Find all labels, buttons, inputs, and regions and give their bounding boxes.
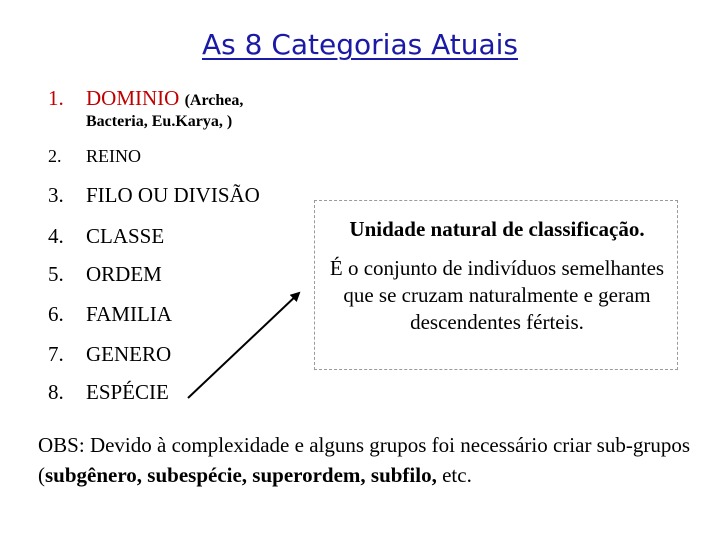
list-label: FAMILIA: [86, 302, 172, 326]
list-number: 7.: [48, 342, 64, 366]
list-number: 8.: [48, 380, 64, 404]
list-label: DOMINIO: [86, 86, 180, 110]
obs-text: : Devido à complexidade e alguns grupos foi necessário criar sub-grupos (: [38, 433, 691, 487]
list-number: 2.: [48, 146, 62, 166]
obs-text-end: etc.: [436, 463, 472, 487]
list-number: 4.: [48, 224, 64, 248]
list-item-domain-continuation: Bacteria, Eu.Karya, ): [86, 113, 233, 130]
obs-bold-terms: subgênero, subespécie, superordem, subfilo,: [45, 463, 437, 487]
list-number: 5.: [48, 262, 64, 286]
page-title: As 8 Categorias Atuais: [201, 28, 519, 61]
definition-box: [314, 200, 678, 370]
list-number: 6.: [48, 302, 64, 326]
list-label: GENERO: [86, 342, 172, 366]
list-number: 3.: [48, 183, 64, 207]
list-label: REINO: [86, 146, 141, 166]
list-label: CLASSE: [86, 224, 165, 248]
list-number: 1.: [48, 86, 64, 110]
definition-text: É o conjunto de indivíduos semelhantes que se cruzam naturalmente e geram descendentes férteis.: [329, 256, 665, 334]
list-label: FILO OU DIVISÃO: [86, 183, 260, 207]
obs-label: OBS: [38, 433, 79, 457]
list-label: ESPÉCIE: [86, 380, 169, 404]
definition-title: Unidade natural de classificação.: [349, 217, 645, 241]
obs-note: [38, 430, 698, 490]
list-sub-label: (Archea,: [184, 92, 244, 109]
list-label: ORDEM: [86, 262, 162, 286]
